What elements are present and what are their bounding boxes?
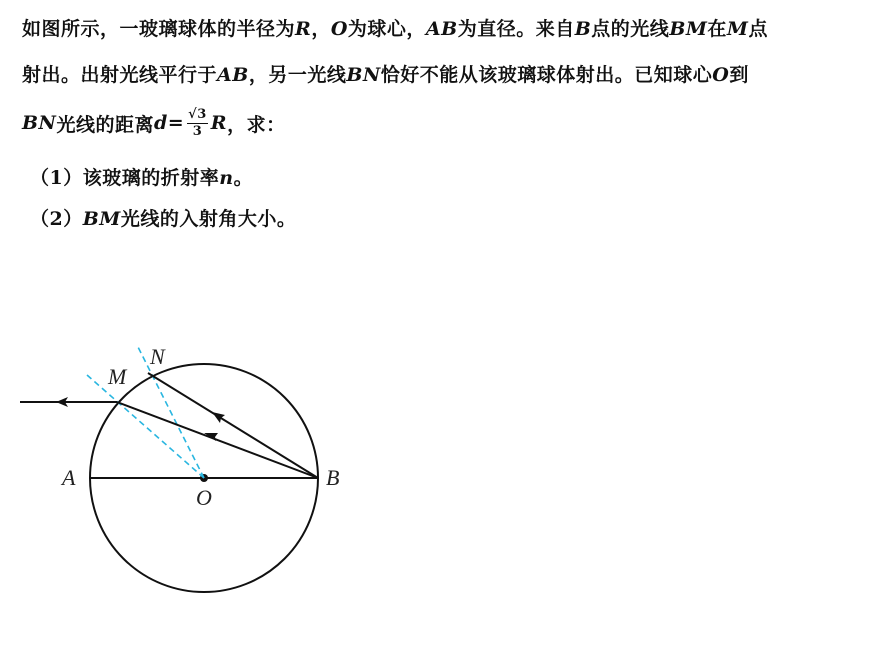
text: 点的光线 [591, 18, 670, 40]
fraction-numerator: √3 [188, 107, 207, 122]
label-O: O [196, 485, 212, 510]
text: 到 [729, 64, 749, 86]
text: 光线的入射角大小。 [120, 208, 297, 230]
text: 光线的距离 [56, 113, 154, 136]
text: 恰好不能从该玻璃球体射出。已知球心 [380, 64, 713, 86]
text: （2） [30, 208, 83, 230]
text: 点 [748, 18, 768, 40]
equals-sign: = [167, 112, 185, 135]
text: 在 [707, 18, 727, 40]
label-M: M [108, 364, 127, 389]
var-BN: BN [346, 64, 381, 86]
var-O: O [712, 64, 730, 86]
text: （1）该玻璃的折射率 [30, 167, 220, 189]
var-BN: BN [22, 112, 57, 135]
text: 。 [233, 167, 254, 189]
var-AB: AB [425, 18, 458, 40]
fraction-denominator: 3 [192, 123, 203, 139]
var-B: B [574, 18, 592, 40]
var-R: R [295, 18, 312, 40]
var-n: n [219, 167, 234, 189]
var-BM: BM [82, 208, 121, 230]
label-A: A [62, 465, 76, 490]
ray-BN [148, 373, 318, 478]
text: 为球心， [347, 18, 426, 40]
var-M: M [726, 18, 749, 40]
var-R: R [210, 112, 228, 135]
ray-BN-arrow-icon [212, 412, 225, 423]
text: 射出。出射光线平行于 [22, 64, 218, 86]
var-d: d [153, 112, 168, 135]
normal-OM-dashed [87, 375, 204, 478]
text: ， [311, 18, 331, 40]
var-AB: AB [217, 64, 249, 86]
label-N: N [150, 344, 165, 369]
text: ，求： [227, 113, 286, 136]
var-BM: BM [669, 18, 708, 40]
text: 如图所示，一玻璃球体的半径为 [22, 18, 296, 40]
var-O: O [330, 18, 348, 40]
text: ，另一光线 [248, 64, 347, 86]
label-B: B [326, 465, 340, 490]
text: 为直径。来自 [457, 18, 575, 40]
